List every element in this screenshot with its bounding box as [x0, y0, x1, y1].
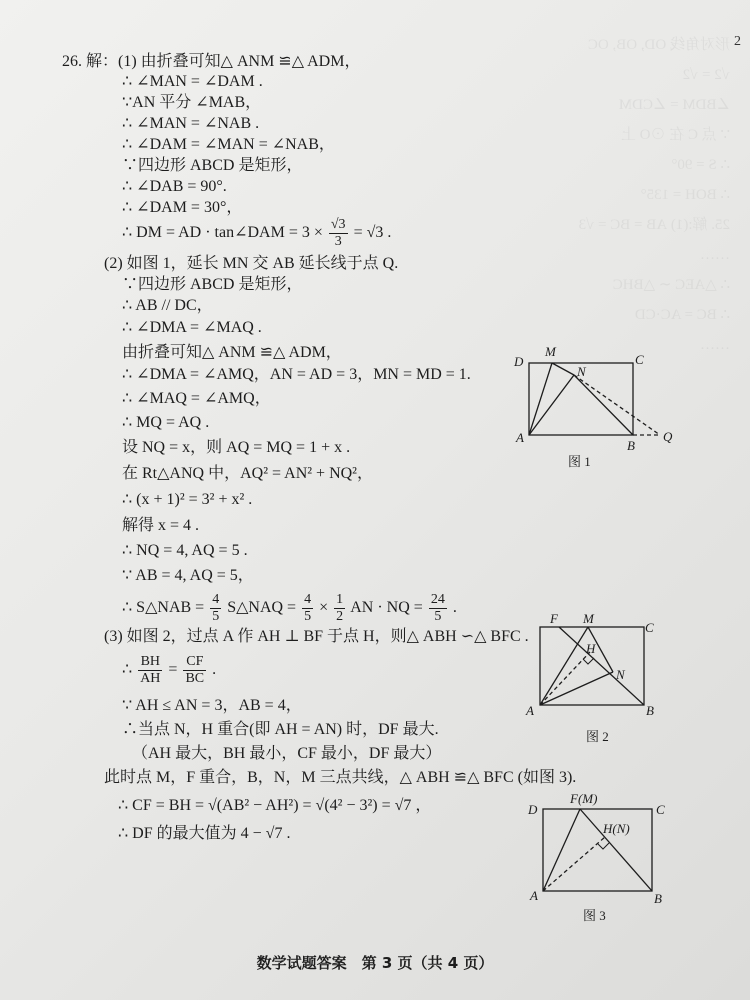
- fig1-segment-nb: [574, 375, 633, 435]
- q2-line-2: ∵四边形 ABCD 是矩形，: [122, 276, 303, 293]
- page-footer: 数学试题答案 第 3 页（共 4 页）: [256, 954, 494, 972]
- q1-line-7: ∴ ∠DAB = 90°.: [122, 178, 227, 195]
- fig2-rectangle: [540, 627, 644, 705]
- fig1-label-b: B: [627, 438, 635, 453]
- q2-line-11: ∴ (x + 1)² = 3² + x² .: [122, 491, 253, 508]
- q1-line-5: ∴ ∠DAM = ∠MAN = ∠NAB，: [122, 136, 335, 153]
- q2-line-5: 由折叠可知△ ANM ≌△ ADM，: [122, 344, 342, 361]
- q2-final-line: ∴ S△NAB = $\frac{4}{5}$ S△NAQ = $\frac{4}{5}$ × $\frac{1}{2}$ AN · NQ = $\frac{24}{5}$ .: [122, 591, 457, 624]
- q2-line-12: 解得 x = 4 .: [122, 517, 200, 534]
- fig2-label-h: H: [586, 641, 596, 656]
- fig3-segment-af: [543, 809, 580, 891]
- fig2-label-n: N: [616, 667, 625, 682]
- fig2-caption: 图 2: [586, 729, 609, 744]
- fig1-label-q: Q: [663, 429, 673, 444]
- q3-line-3: ∵ AH ≤ AN = 3，AB = 4，: [122, 697, 302, 714]
- q3-line-4: ∴当点 N，H 重合(即 AH = AN) 时，DF 最大.: [122, 721, 439, 738]
- fig2-segment-fb: [559, 627, 644, 705]
- fig3-label-hn: H(N): [603, 821, 630, 836]
- q2-line-14: ∵ AB = 4, AQ = 5，: [122, 567, 254, 584]
- q2-line-10: 在 Rt△ANQ 中，AQ² = AN² + NQ²，: [122, 465, 373, 482]
- fig2-label-a: A: [526, 703, 534, 718]
- fig2-label-f: F: [550, 611, 558, 626]
- fig2-segment-am: [540, 627, 588, 705]
- fig3-label-d: D: [528, 802, 538, 817]
- q1-final-tail: = √3 .: [353, 224, 392, 241]
- fig2-right-angle-mark: [583, 658, 594, 664]
- q1-final-lead: ∴ DM = AD · tan∠DAM = 3 ×: [122, 224, 323, 241]
- figure-2: [540, 627, 644, 705]
- q1-line-3: ∵AN 平分 ∠MAB，: [122, 94, 262, 111]
- q2-line-13: ∴ NQ = 4, AQ = 5 .: [122, 542, 248, 559]
- q2-line-9: 设 NQ = x，则 AQ = MQ = 1 + x .: [122, 439, 351, 456]
- q1-line-6: ∵四边形 ABCD 是矩形，: [122, 157, 303, 174]
- fig1-label-n: N: [577, 364, 586, 379]
- page-corner-number: 2: [734, 34, 741, 49]
- fig1-label-m: M: [545, 344, 556, 359]
- fig3-label-fm: F(M): [570, 791, 598, 806]
- q3-line-7: ∴ CF = BH = √(AB² − AH²) = √(4² − 3²) = √7 ，: [118, 797, 432, 814]
- fig2-label-m: M: [583, 611, 594, 626]
- q3-line-1: (3) 如图 2，过点 A 作 AH ⊥ BF 于点 H，则△ ABH ∽△ BFC .: [104, 628, 529, 645]
- q2-line-8: ∴ MQ = AQ .: [122, 414, 210, 431]
- bleed-through-text: 形对角线 OD, OB, OC √2 = √2 ∠BDM = ∠CDM ∵ 点 C 在 ⊙O 上 ∴ S = 90° ∴ BOH = 135° 25. 解:(1) AB = BC = √3 …… ∴ △AEC ∽ △BHC ∴ BC = AC·CD ……: [578, 37, 730, 353]
- fig3-rectangle: [543, 809, 652, 891]
- fig1-label-d: D: [514, 354, 524, 369]
- fig1-label-a: A: [516, 430, 524, 445]
- fig3-label-c: C: [656, 802, 665, 817]
- q1-line-8: ∴ ∠DAM = 30°，: [122, 199, 243, 216]
- fig1-segment-am: [529, 363, 552, 435]
- fig1-dashed-nq: [574, 375, 660, 435]
- fig1-segment-an: [529, 375, 574, 435]
- figure-1: [529, 363, 660, 435]
- fig1-caption: 图 1: [568, 454, 591, 469]
- q2-line-7: ∴ ∠MAQ = ∠AMQ，: [122, 390, 271, 407]
- q1-line-1: 26. 解：(1) 由折叠可知△ ANM ≌△ ADM，: [62, 53, 361, 70]
- fig2-segment-an: [540, 672, 613, 705]
- fig3-label-b: B: [654, 891, 662, 906]
- fig3-label-a: A: [530, 888, 538, 903]
- figure-3: [543, 809, 652, 891]
- q3-ratio-line: ∴ $\frac{BH}{AH}$ = $\frac{CF}{BC}$ .: [122, 653, 217, 686]
- fig3-dashed-ah: [543, 837, 605, 891]
- q2-line-6: ∴ ∠DMA = ∠AMQ，AN = AD = 3，MN = MD = 1.: [122, 366, 471, 383]
- q1-line-2: ∴ ∠MAN = ∠DAM .: [122, 73, 263, 90]
- fig3-caption: 图 3: [583, 908, 606, 923]
- fig2-label-c: C: [645, 620, 654, 635]
- fig1-label-c: C: [635, 352, 644, 367]
- q1-line-4: ∴ ∠MAN = ∠NAB .: [122, 115, 260, 132]
- q2-line-1: (2) 如图 1，延长 MN 交 AB 延长线于点 Q.: [104, 255, 399, 272]
- q3-line-8: ∴ DF 的最大值为 4 − √7 .: [118, 825, 291, 842]
- q3-line-5: （AH 最大，BH 最小，CF 最小，DF 最大）: [132, 745, 442, 762]
- fig1-segment-mn: [552, 363, 574, 375]
- fig2-dashed-ah: [540, 652, 590, 705]
- q3-line-6: 此时点 M，F 重合，B，N，M 三点共线，△ ABH ≌△ BFC (如图 3).: [104, 769, 577, 786]
- q2-line-4: ∴ ∠DMA = ∠MAQ .: [122, 319, 262, 336]
- fig2-label-b: B: [646, 703, 654, 718]
- fig3-right-angle-mark: [598, 843, 609, 849]
- q2-line-3: ∴ AB // DC，: [122, 297, 213, 314]
- q1-final-fraction: $\frac{√3}{3}$: [330, 216, 346, 249]
